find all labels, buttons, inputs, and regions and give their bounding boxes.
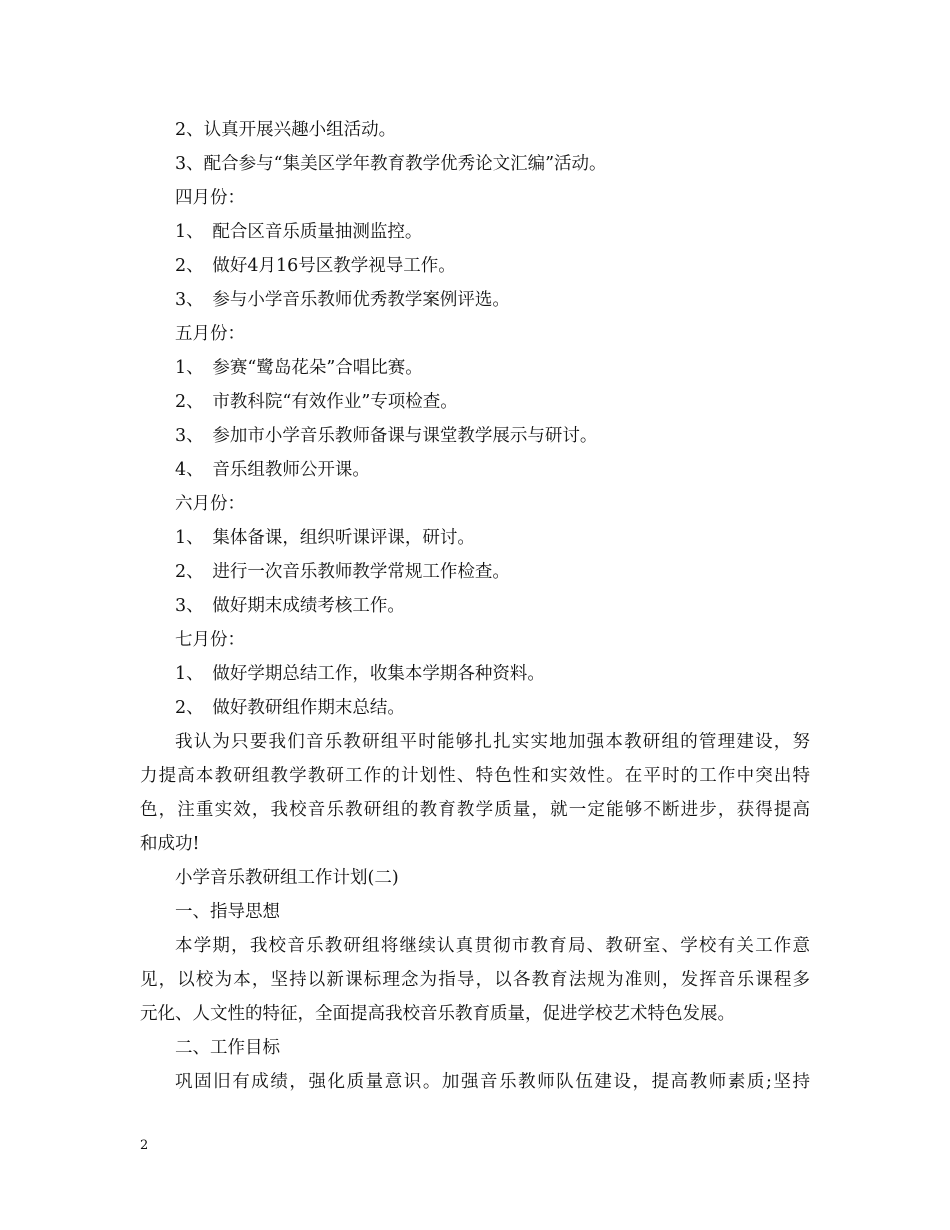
- list-item: 2、 做好教研组作期末总结。: [175, 698, 405, 718]
- paragraph-line: 我认为只要我们音乐教研组平时能够扎扎实实地加强本教研组的管理建设，努: [175, 732, 810, 752]
- paragraph-line: 和成功!: [140, 834, 200, 854]
- month-heading: 四月份：: [175, 188, 245, 208]
- paragraph-line: 力提高本教研组教学教研工作的计划性、特色性和实效性。在平时的工作中突出特: [140, 766, 810, 786]
- month-heading: 七月份：: [175, 630, 245, 650]
- month-heading: 五月份：: [175, 324, 245, 344]
- text-line: 3、配合参与“集美区学年教育教学优秀论文汇编”活动。: [175, 154, 607, 174]
- list-item: 2、 进行一次音乐教师教学常规工作检查。: [175, 562, 510, 582]
- paragraph-line: 巩固旧有成绩，强化质量意识。加强音乐教师队伍建设，提高教师素质;坚持: [175, 1072, 810, 1092]
- list-item: 3、 参加市小学音乐教师备课与课堂教学展示与研讨。: [175, 426, 598, 446]
- list-item: 2、 做好4月16号区教学视导工作。: [175, 256, 456, 276]
- paragraph-line: 色，注重实效，我校音乐教研组的教育教学质量，就一定能够不断进步，获得提高: [140, 800, 810, 820]
- list-item: 1、 参赛“鹭岛花朵”合唱比赛。: [175, 358, 423, 378]
- text-line: 2、认真开展兴趣小组活动。: [175, 120, 397, 140]
- list-item: 1、 集体备课，组织听课评课，研讨。: [175, 528, 475, 548]
- paragraph-line: 见，以校为本，坚持以新课标理念为指导，以各教育法规为准则，发挥音乐课程多: [140, 970, 810, 990]
- section-heading: 二、工作目标: [175, 1038, 280, 1058]
- list-item: 1、 做好学期总结工作，收集本学期各种资料。: [175, 664, 545, 684]
- section-title: 小学音乐教研组工作计划(二): [175, 868, 399, 888]
- list-item: 1、 配合区音乐质量抽测监控。: [175, 222, 423, 242]
- list-item: 3、 做好期末成绩考核工作。: [175, 596, 405, 616]
- list-item: 4、 音乐组教师公开课。: [175, 460, 370, 480]
- page-number: 2: [140, 1138, 149, 1153]
- list-item: 3、 参与小学音乐教师优秀教学案例评选。: [175, 290, 510, 310]
- list-item: 2、 市教科院“有效作业”专项检查。: [175, 392, 458, 412]
- section-heading: 一、指导思想: [175, 902, 280, 922]
- paragraph-line: 本学期，我校音乐教研组将继续认真贯彻市教育局、教研室、学校有关工作意: [175, 936, 810, 956]
- month-heading: 六月份：: [175, 494, 245, 514]
- paragraph-line: 元化、人文性的特征，全面提高我校音乐教育质量，促进学校艺术特色发展。: [140, 1004, 735, 1024]
